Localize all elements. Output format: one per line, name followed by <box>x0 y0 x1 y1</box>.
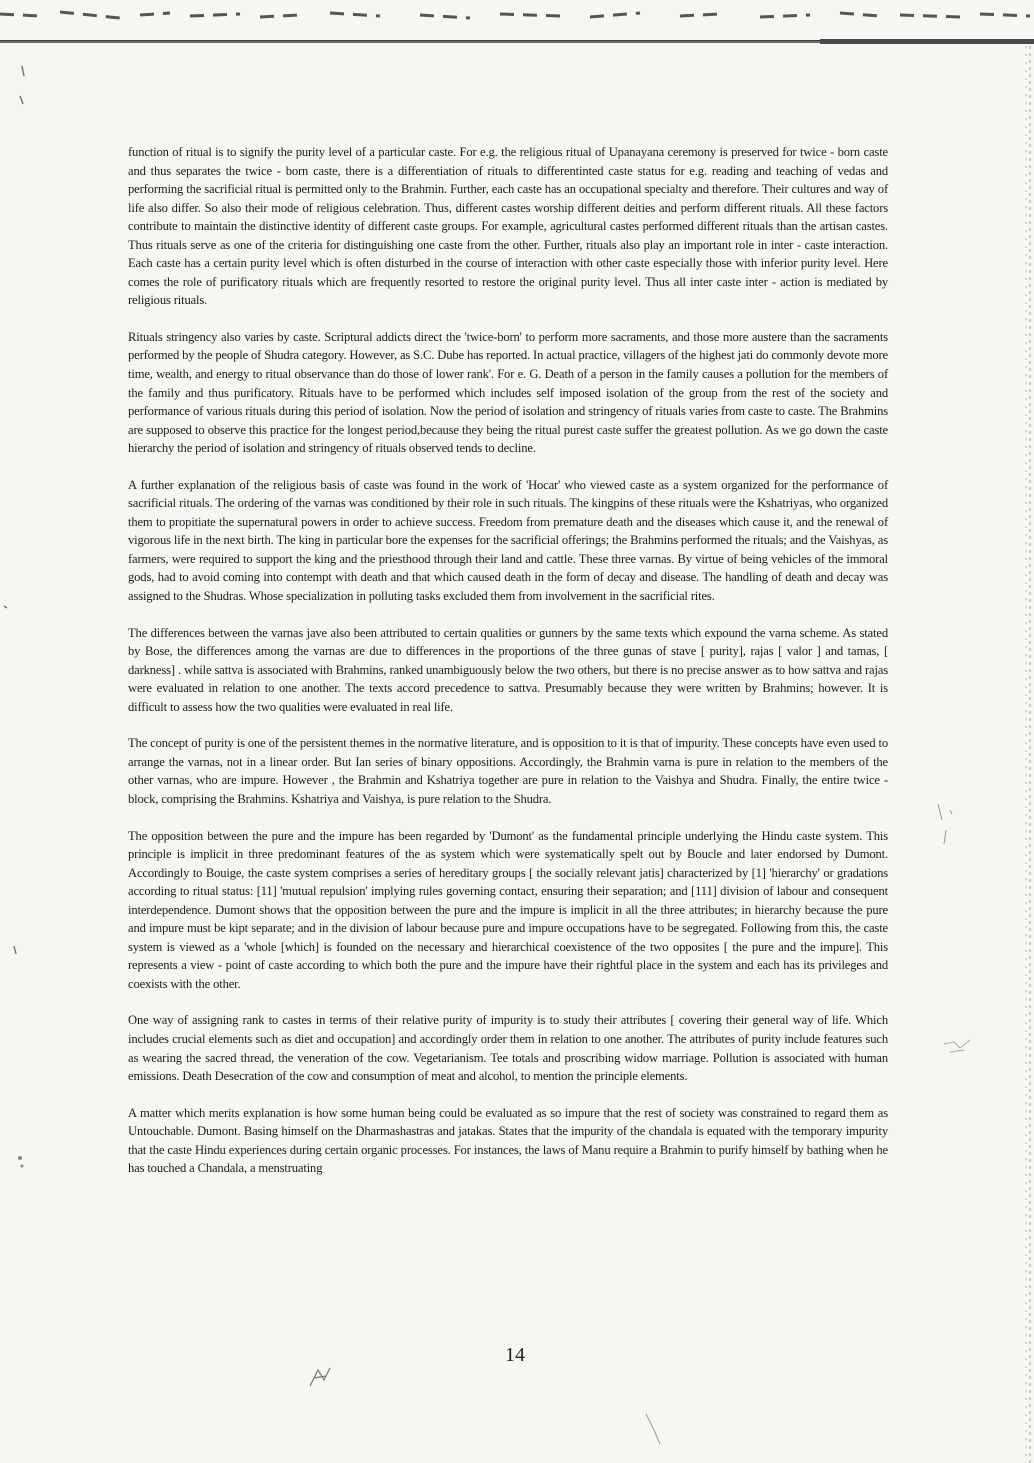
paragraph-untouchability: A matter which merits explanation is how some human being could be evaluated as so impure that the rest of society was constrained to regard them as Untouchable. Dumont. Basing himself on the Dharmashastras and jatakas. States that the impurity of the chandala is equated with the temporary impurity that the caste Hindu experiences during certain organic processes. For instances, the laws of Manu require a Brahmin to purify himself by bathing when he has touched a Chandala, a menstruating <box>128 1105 888 1176</box>
scan-smudge <box>940 1030 980 1060</box>
scan-smudge <box>300 1350 340 1390</box>
article-text <box>128 143 888 1196</box>
paragraph-ritual-function: function of ritual is to signify the purity level of a particular caste. For e.g. the religious ritual of Upanayana ceremony is preserved for twice - born caste and thus separates the twice - born caste, there is a differentiation of rituals to differentinted caste status for e.g. reading and teaching of vedas and performing the sacrificial ritual is permitted only to the Brahmin. Further, each caste has an occupational specialty and therefore. Their cultures and way of life also differ. So also their mode of religious celebration. Thus, different castes worship different deities and perform different rituals. All these factors contribute to maintain the distinctive identity of different caste groups. For example, agricultural castes performed different rituals than the artisan castes. Thus rituals serve as one of the criteria for distinguishing one caste from the other. Further, rituals also play an important role in inter - caste interaction. Each caste has a certain purity level which is often disturbed in the course of interaction with other caste especially those with inferior purity level. Here comes the role of purificatory rituals which are frequently resorted to restore the original purity level. Thus all inter caste inter - action is mediated by religious rituals. <box>128 145 888 308</box>
page-number: 14 <box>505 1344 525 1366</box>
scan-dark-rule <box>0 38 1034 46</box>
paragraph-hocart-sacrifice: A further explanation of the religious basis of caste was found in the work of 'Hocar' who viewed caste as a system organized for the performance of sacrificial rituals. The ordering of the varnas was conditioned by their role in such rituals. The kingpins of these rituals were the Kshatriyas, who organized them to propitiate the supernatural powers in order to achieve success. Freedom from premature death and the diseases which cause it, and the renewal of vigorous life in the next birth. The king in particular bore the expenses for the sacrificial offerings; the Brahmins performed the rituals; and the Vaishyas, as farmers, were required to support the king and the priesthood through their land and cattle. These three varnas. By virtue of being vehicles of the immoral gods, had to avoid coming into contempt with death and that which caused death in the form of decay and disease. The handling of death and decay was assigned to the Shudras. Whose specialization in polluting tasks excluded them from involvement in the sacrificial rites. <box>128 477 888 604</box>
paragraph-gunas: The differences between the varnas jave also been attributed to certain qualities or gunners by the same texts which expound the varna scheme. As stated by Bose, the differences among the varnas are due to differences in the proportions of the three gunas of stave [ purity], rajas [ valor ] and tamas, [ darkness] . while sattva is associated with Brahmins, ranked unambiguously below the two others, but there is no precise answer as to how sattva and rajas were evaluated in relation to one another. The texts accord precedence to sattva. Presumably because they were written by Brahmins; however. It is difficult to assess how the two qualities were evaluated in real life. <box>128 625 888 714</box>
scan-smudge <box>930 800 970 860</box>
left-binding-specks <box>0 46 34 1463</box>
right-binding-specks <box>1016 46 1034 1463</box>
paragraph-dumont-opposition: The opposition between the pure and the impure has been regarded by 'Dumont' as the fundamental principle underlying the Hindu caste system. This principle is implicit in three predominant features of the as system which were systematically spelt out by Boucle and later endorsed by Dumont. Accordingly to Bouige, the caste system comprises a series of hereditary groups [ the socially relevant jatis] characterized by [1] 'hierarchy' or gradations according to ritual status: [11] 'mutual repulsion' implying rules governing contact, ensuring their separation; and [111] division of labour and consequent interdependence. Dumont shows that the opposition between the pure and the impure is implicit in all the three attributes; in hierarchy because the pure and impure must be kipt separate; and in the division of labour because pure and impure occupations have to be segregated. Following from this, the caste system is viewed as a 'whole [which] is founded on the necessary and hierarchical coexistence of the two opposites [ the pure and the impure]. This represents a view - point of caste according to which both the pure and the impure have their rightful place in the system and each has its privileges and coexists with the other. <box>128 828 888 991</box>
paragraph-purity-concept: The concept of purity is one of the persistent themes in the normative literature, and is opposition to it is that of impurity. These concepts have even used to arrange the varnas, not in a linear order. But Ian series of binary oppositions. Accordingly, the Brahmin varna is pure in relation to the members of the other varnas, who are impure. However , the Brahmin and Kshatriya together are pure in relation to the Vaishya and Shudra. Finally, the entire twice - block, comprising the Brahmins. Kshatriya and Vaishya, is pure relation to the Shudra. <box>128 736 888 806</box>
paragraph-assigning-rank: One way of assigning rank to castes in terms of their relative purity of impurity is to study their attributes [ covering their general way of life. Which includes crucial elements such as diet and occupation] and accordingly order them in relation to one another. The attributes of purity include features such as wearing the sacred thread, the veneration of the cow. Vegetarianism. Tee totals and proscribing widow marriage. Pollution is associated with human emissions. Death Desecration of the cow and consumption of meat and alcohol, to mention the principle elements. <box>128 1013 888 1084</box>
scan-smudge <box>640 1410 670 1450</box>
paragraph-ritual-stringency: Rituals stringency also varies by caste. Scriptural addicts direct the 'twice-born' to perform more sacraments, and those more austere than the sacraments performed by the people of Shudra category. However, as S.C. Dube has reported. In actual practice, villagers of the highest jati do commonly devote more time, wealth, and energy to ritual observance than do those of lower rank'. For e. G. Death of a person in the family causes a pollution for the members of the family and thus purificatory. Rituals have to be performed which includes self imposed isolation of the group from the rest of the society and performance of various rituals during this period of isolation. Now the period of isolation and stringency of rituals varies from caste to caste. The Brahmins are supposed to observe this practice for the longest period,because they being the ritual purest caste suffer the greatest pollution. As we go down the caste hierarchy the period of isolation and stringency of rituals observed tends to decline. <box>128 329 888 456</box>
scan-top-edge <box>0 0 1034 24</box>
